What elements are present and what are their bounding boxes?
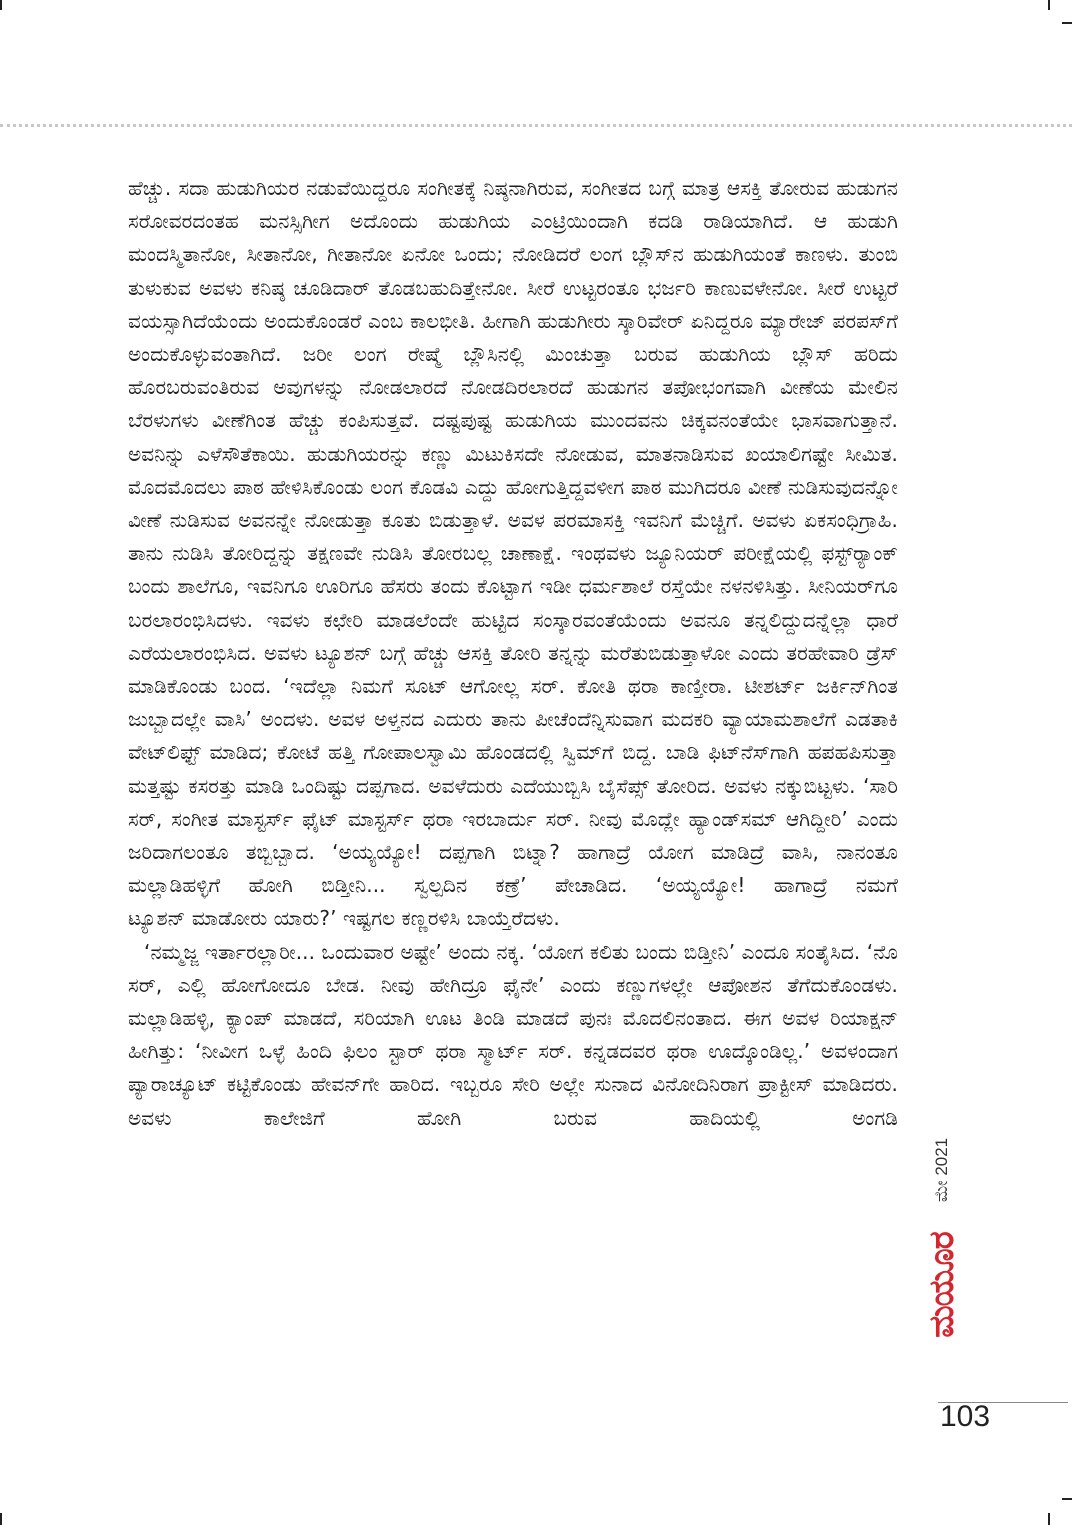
crop-mark-bottom-left — [0, 1513, 2, 1525]
crop-mark-top-right — [1048, 0, 1050, 10]
body-paragraph — [128, 936, 898, 1135]
crop-mark-right-upper — [1062, 22, 1072, 24]
crop-mark-top-left — [0, 0, 2, 10]
paragraph-text: ಹೆಚ್ಚು. ಸದಾ ಹುಡುಗಿಯರ ನಡುವೆಯಿದ್ದರೂ ಸಂಗೀತಕ್ಕೆ ನಿಷ್ಠನಾಗಿರುವ, ಸಂಗೀತದ ಬಗ್ಗೆ ಮಾತ್ರ ಆಸಕ್ತಿ ತೋರುವ ಹುಡುಗನ ಸರೋವರದಂತಹ ಮನಸ್ಸಿಗೀಗ ಅದೊಂದು ಹುಡುಗಿಯ ಎಂಟ್ರಿಯಿಂದಾಗಿ ಕದಡಿ ರಾಡಿಯಾಗಿದೆ. ಆ ಹುಡುಗಿ ಮಂದಸ್ಮಿತಾನೋ, ಸೀತಾನೋ, ಗೀತಾನೋ ಏನೋ ಒಂದು; ನೋಡಿದರೆ ಲಂಗ ಬ್ಲೌಸ್‌ನ ಹುಡುಗಿಯಂತೆ ಕಾಣಳು. ತುಂಬಿ ತುಳುಕುವ ಅವಳು ಕನಿಷ್ಠ ಚೂಡಿದಾರ್ ತೊಡಬಹುದಿತ್ತೇನೋ. ಸೀರೆ ಉಟ್ಟರಂತೂ ಭರ್ಜರಿ ಕಾಣುವಳೇನೋ. ಸೀರೆ ಉಟ್ಟರೆ ವಯಸ್ಸಾಗಿದೆಯೆಂದು ಅಂದುಕೊಂಡರೆ ಎಂಬ ಕಾಲಭೀತಿ. ಹೀಗಾಗಿ ಹುಡುಗೀರು ಸ್ಕಾರಿವೇರ್ ಏನಿದ್ದರೂ ಮ್ಯಾರೇಜ್ ಪರಪಸ್‌ಗೆ ಅಂದುಕೊಳ್ಳುವಂತಾಗಿದೆ. ಜರೀ ಲಂಗ ರೇಷ್ಮೆ ಬ್ಲೌಸಿನಲ್ಲಿ ಮಿಂಚುತ್ತಾ ಬರುವ ಹುಡುಗಿಯ ಬ್ಲೌಸ್ ಹರಿದು ಹೊರಬರುವಂತಿರುವ ಅವುಗಳನ್ನು ನೋಡಲಾರದೆ ನೋಡದಿರಲಾರದೆ ಹುಡುಗನ ತಪೋಭಂಗವಾಗಿ ವೀಣೆಯ ಮೇಲಿನ ಬೆರಳುಗಳು ವೀಣೆಗಿಂತ ಹೆಚ್ಚು ಕಂಪಿಸುತ್ತವೆ. ದಷ್ಟಪುಷ್ಟ ಹುಡುಗಿಯ ಮುಂದವನು ಚಿಕ್ಕವನಂತೆಯೇ ಭಾಸವಾಗುತ್ತಾನೆ. ಅವನಿನ್ನು ಎಳೆಸೌತೆಕಾಯಿ. ಹುಡುಗಿಯರನ್ನು ಕಣ್ಣು ಮಿಟುಕಿಸದೇ ನೋಡುವ, ಮಾತನಾಡಿಸುವ ಖಯಾಲಿಗಷ್ಟೇ ಸೀಮಿತ. ಮೊದಮೊದಲು ಪಾಠ ಹೇಳಿಸಿಕೊಂಡು ಲಂಗ ಕೊಡವಿ ಎದ್ದು ಹೋಗುತ್ತಿದ್ದವಳೀಗ ಪಾಠ ಮುಗಿದರೂ ವೀಣೆ ನುಡಿಸುವುದನ್ನೋ ವೀಣೆ ನುಡಿಸುವ ಅವನನ್ನೇ ನೋಡುತ್ತಾ ಕೂತು ಬಿಡುತ್ತಾಳೆ. ಅವಳ ಪರಮಾಸಕ್ತಿ ಇವನಿಗೆ ಮೆಚ್ಚಿಗೆ. ಅವಳು ಏಕಸಂಧಿಗ್ರಾಹಿ. ತಾನು ನುಡಿಸಿ ತೋರಿದ್ದನ್ನು ತಕ್ಷಣವೇ ನುಡಿಸಿ ತೋರಬಲ್ಲ ಚಾಣಾಕ್ಷೆ. ಇಂಥವಳು ಜ್ಯೂನಿಯರ್ ಪರೀಕ್ಷೆಯಲ್ಲಿ ಫಸ್ಟ್‌ರ್‍ಯಾಂಕ್ ಬಂದು ಶಾಲೆಗೂ, ಇವನಿಗೂ ಊರಿಗೂ ಹೆಸರು ತಂದು ಕೊಟ್ಟಾಗ ಇಡೀ ಧರ್ಮಶಾಲೆ ರಸ್ತೆಯೇ ನಳನಳಿಸಿತ್ತು. ಸೀನಿಯರ್‌ಗೂ ಬರಲಾರಂಭಿಸಿದಳು. ಇವಳು ಕಛೇರಿ ಮಾಡಲೆಂದೇ ಹುಟ್ಟಿದ ಸಂಸ್ಕಾರವಂತೆಯೆಂದು ಅವನೂ ತನ್ನಲಿದ್ದುದನ್ನೆಲ್ಲಾ ಧಾರೆ ಎರೆಯಲಾರಂಭಿಸಿದ. ಅವಳು ಟ್ಯೂಶನ್ ಬಗ್ಗೆ ಹೆಚ್ಚು ಆಸಕ್ತಿ ತೋರಿ ತನ್ನನ್ನು ಮರೆತುಬಿಡುತ್ತಾಳೋ ಎಂದು ತರಹೇವಾರಿ ಡ್ರೆಸ್ ಮಾಡಿಕೊಂಡು ಬಂದ. ‘ಇದೆಲ್ಲಾ ನಿಮಗೆ ಸೂಟ್ ಆಗೋಲ್ಲ ಸರ್. ಕೋತಿ ಥರಾ ಕಾಣ್ತೀರಾ. ಟೀಶರ್ಟ್ ಜರ್ಕಿನ್‌ಗಿಂತ ಜುಬ್ಬಾದಲ್ಲೇ ವಾಸಿ’ ಅಂದಳು. ಅವಳ ಅಳ್ತನದ ಎದುರು ತಾನು ಪೀಚೆಂದೆನ್ನಿಸುವಾಗ ಮದಕರಿ ವ್ಯಾಯಾಮಶಾಲೆಗೆ ಎಡತಾಕಿ ವೇಟ್‌ಲಿಫ್ಟ್ ಮಾಡಿದ; ಕೋಟೆ ಹತ್ತಿ ಗೋಪಾಲಸ್ವಾಮಿ ಹೊಂಡದಲ್ಲಿ ಸ್ವಿಮ್‌ಗೆ ಬಿದ್ದ. ಬಾಡಿ ಫಿಟ್‌ನೆಸ್‌ಗಾಗಿ ಹಪಹಪಿಸುತ್ತಾ ಮತ್ತಷ್ಟು ಕಸರತ್ತು ಮಾಡಿ ಒಂದಿಷ್ಟು ದಪ್ಪಗಾದ. ಅವಳೆದುರು ಎದೆಯುಬ್ಬಿಸಿ ಬೈಸೆಪ್ಸ್ ತೋರಿದ. ಅವಳು ನಕ್ಕುಬಿಟ್ಟಳು. ‘ಸಾರಿ ಸರ್, ಸಂಗೀತ ಮಾಸ್ಟರ್ಸ್ ಫೈಟ್ ಮಾಸ್ಟರ್ಸ್ ಥರಾ ಇರಬಾರ್ದು ಸರ್. ನೀವು ಮೊದ್ಲೇ ಹ್ಯಾಂಡ್‌ಸಮ್ ಆಗಿದ್ದೀರಿ’ ಎಂದು ಜರಿದಾಗಲಂತೂ ತಬ್ಬಿಬ್ಬಾದ. ‘ಅಯ್ಯಯ್ಯೋ! ದಪ್ಪಗಾಗಿ ಬಿಟ್ನಾ? ಹಾಗಾದ್ರೆ ಯೋಗ ಮಾಡಿದ್ರೆ ವಾಸಿ, ನಾನಂತೂ ಮಲ್ಲಾಡಿಹಳ್ಳಿಗೆ ಹೋಗಿ ಬಿಡ್ತೀನಿ... ಸ್ವಲ್ಪದಿನ ಕಣ್ರೆ’ ಪೇಚಾಡಿದ. ‘ಅಯ್ಯಯ್ಯೋ! ಹಾಗಾದ್ರೆ ನಮಗೆ — [128, 176, 899, 898]
body-paragraph — [128, 172, 898, 936]
header-dotted-rule — [0, 124, 1072, 127]
crop-mark-bottom-right — [1048, 1513, 1050, 1525]
issue-date: ಮೇ 2021 — [932, 1137, 951, 1203]
crop-mark-right-lower — [1062, 1498, 1072, 1500]
page-number: 103 — [940, 1400, 991, 1433]
sidebar-strip — [918, 1115, 966, 1415]
magazine-logo: ಮಯೂರ — [922, 1232, 962, 1338]
article-body — [128, 172, 898, 1135]
paragraph-end: ಟ್ಯೂಶನ್ ಮಾಡೋರು ಯಾರು?’ ಇಷ್ಟಗಲ ಕಣ್ಣರಳಿಸಿ ಬಾಯ್ತೆರೆದಳು. — [128, 906, 560, 931]
paragraph-text: ‘ನಮ್ಮಜ್ಜ ಇರ್ತಾರಲ್ಲಾರೀ... ಒಂದುವಾರ ಅಷ್ಟೇ’ ಅಂದು ನಕ್ಕ. ‘ಯೋಗ ಕಲಿತು ಬಂದು ಬಿಡ್ತೀನಿ’ ಎಂದೂ ಸಂತೈಸಿದ. ‘ನೊ ಸರ್, ಎಲ್ಲಿ ಹೋಗೋದೂ ಬೇಡ. ನೀವು ಹೇಗಿದ್ರೂ ಫೈನೇ’ ಎಂದು ಕಣ್ಣುಗಳಲ್ಲೇ ಆಪೋಶನ ತೆಗೆದುಕೊಂಡಳು. ಮಲ್ಲಾಡಿಹಳ್ಳಿ, ಕ್ಯಾಂಪ್ ಮಾಡದೆ, ಸರಿಯಾಗಿ ಊಟ ತಿಂಡಿ ಮಾಡದೆ ಪುನಃ ಮೊದಲಿನಂತಾದ. ಈಗ ಅವಳ ರಿಯಾಕ್ಷನ್ ಹೀಗಿತ್ತು: ‘ನೀವೀಗ ಒಳ್ಳೆ ಹಿಂದಿ ಫಿಲಂ ಸ್ಟಾರ್ ಥರಾ ಸ್ಮಾರ್ಟ್ ಸರ್. ಕನ್ನಡದವರ ಥರಾ ಊದ್ಕೊಂಡಿಲ್ಲ.’ ಅವಳಂದಾಗ ಪ್ಯಾರಾಚ್ಯೂಟ್ ಕಟ್ಟಿಕೊಂಡು ಹೇವನ್‌ಗೇ ಹಾರಿದ. ಇಬ್ಬರೂ ಸೇರಿ ಅಲ್ಲೇ ಸುನಾದ ವಿನೋದಿನಿರಾಗ ಪ್ರಾಕ್ಟೀಸ್ ಮಾಡಿದರು. ಅವಳು ಕಾಲೇಜಿಗೆ ಹೋಗಿ ಬರುವ ಹಾದಿಯಲ್ಲಿ ಅಂಗಡಿ — [128, 939, 898, 1130]
